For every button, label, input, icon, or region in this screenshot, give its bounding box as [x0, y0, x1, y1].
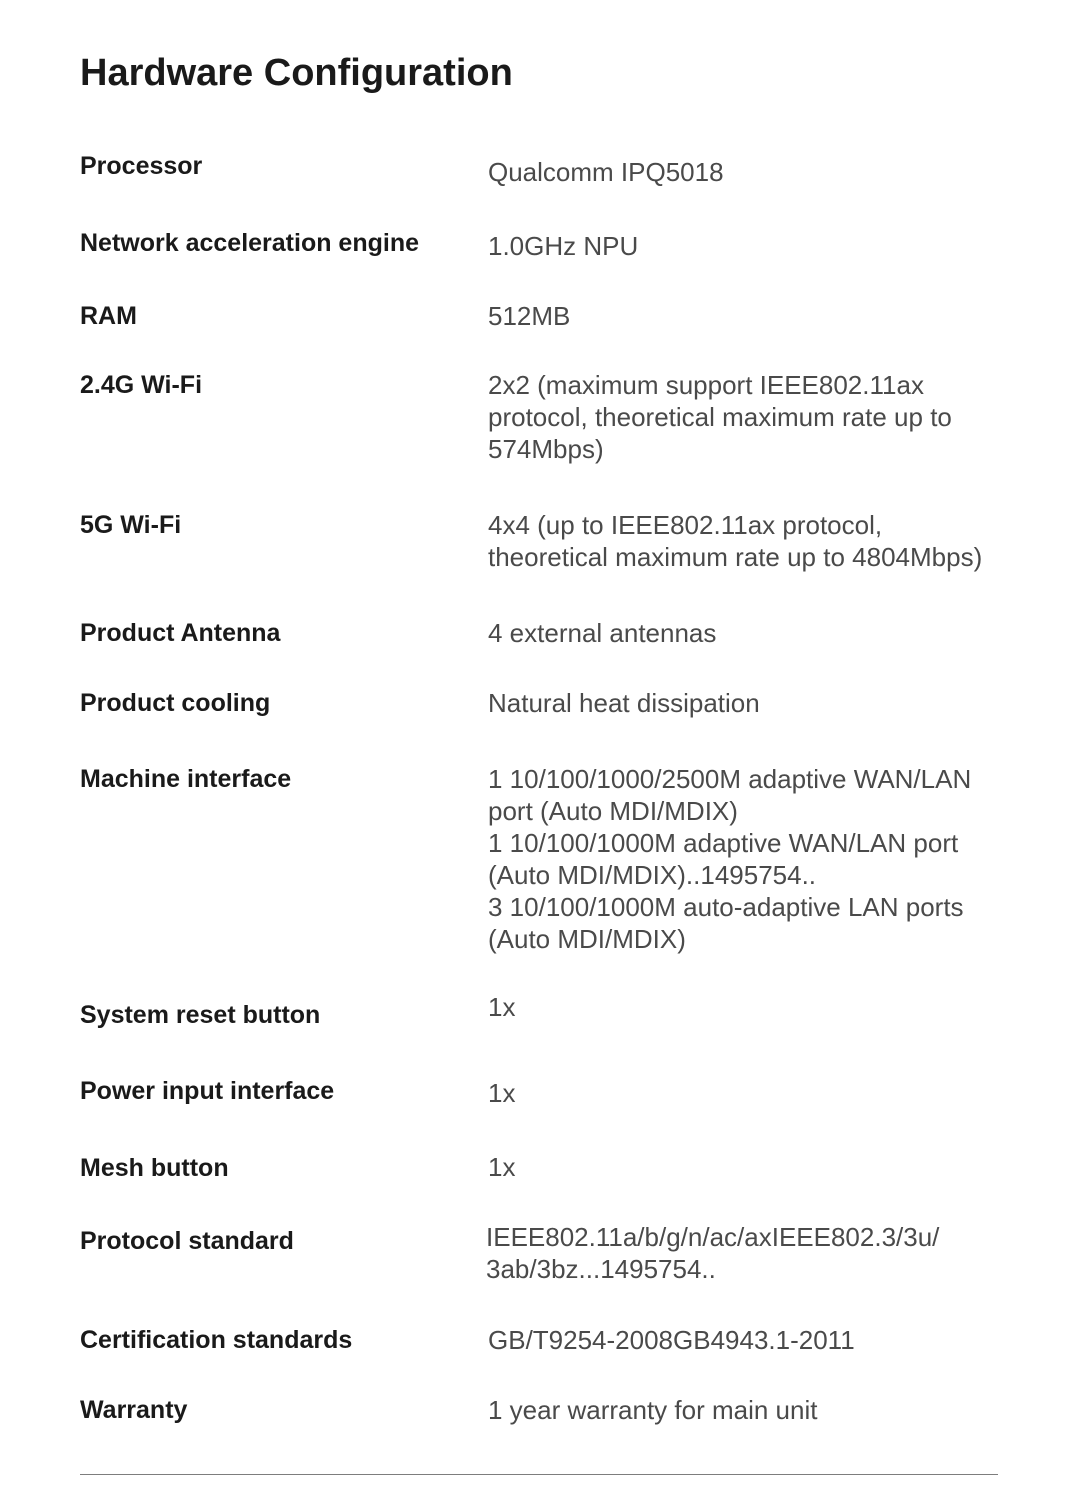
spec-value: 1x — [488, 1152, 516, 1182]
spec-label: Power input interface — [80, 1077, 335, 1105]
spec-value: Qualcomm IPQ5018 — [488, 157, 724, 187]
spec-value: 1 year warranty for main unit — [488, 1395, 818, 1425]
spec-label: 5G Wi-Fi — [80, 511, 182, 539]
spec-value: 4 external antennas — [488, 618, 717, 648]
spec-value: Natural heat dissipation — [488, 688, 760, 718]
spec-label: RAM — [80, 302, 137, 330]
spec-label: Mesh button — [80, 1154, 229, 1182]
footer-divider — [80, 1474, 998, 1475]
spec-label: Machine interface — [80, 765, 292, 793]
spec-value: 512MB — [488, 301, 571, 331]
spec-value: 1x — [488, 1078, 516, 1108]
page-title: Hardware Configuration — [80, 52, 513, 94]
spec-value: GB/T9254-2008GB4943.1-2011 — [488, 1325, 855, 1355]
spec-value: 1x — [488, 992, 516, 1022]
spec-label: Warranty — [80, 1396, 188, 1424]
spec-value: 1.0GHz NPU — [488, 231, 639, 261]
spec-label: Product cooling — [80, 689, 271, 717]
spec-label: 2.4G Wi-Fi — [80, 371, 203, 399]
spec-label: System reset button — [80, 1001, 321, 1029]
spec-label: Product Antenna — [80, 619, 281, 647]
spec-label: Network acceleration engine — [80, 229, 420, 257]
spec-label: Protocol standard — [80, 1227, 294, 1255]
spec-value: 4x4 (up to IEEE802.11ax protocol, theoretical maximum rate up to 4804Mbps) — [488, 510, 983, 572]
spec-value: 2x2 (maximum support IEEE802.11ax protocol, theoretical maximum rate up to 574Mbps) — [488, 370, 952, 464]
spec-value: 1 10/100/1000/2500M adaptive WAN/LAN port (Auto MDI/MDIX) 1 10/100/1000M adaptive WAN/LAN port (Auto MDI/MDIX)..1495754.. 3 10/100/1000M auto-adaptive LAN ports (Auto MDI/MDIX) — [488, 764, 972, 954]
spec-label: Certification standards — [80, 1326, 353, 1354]
spec-value: IEEE802.11a/b/g/n/ac/axIEEE802.3/3u/ 3ab/3bz...1495754.. — [486, 1222, 940, 1284]
spec-label: Processor — [80, 152, 203, 180]
